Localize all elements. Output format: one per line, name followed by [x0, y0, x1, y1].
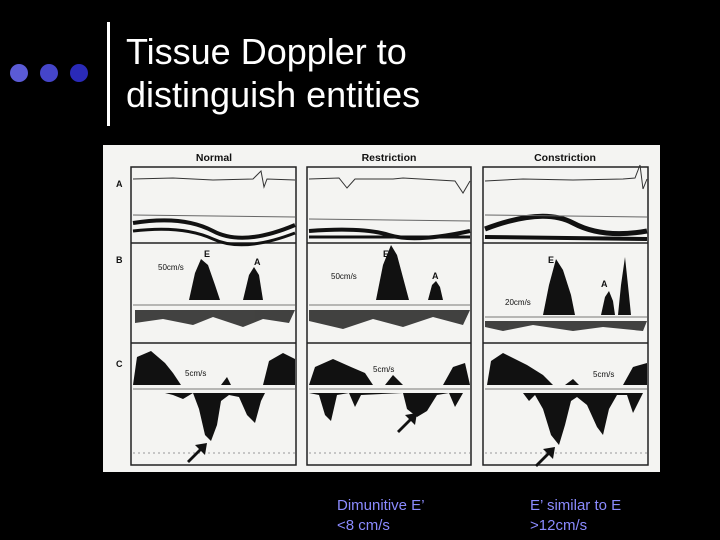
wave-e-constriction: E [548, 255, 555, 265]
row-label-a: A [116, 179, 123, 189]
caption-restriction [337, 496, 425, 536]
caption-constriction [530, 496, 621, 536]
caption-restriction-line-1: Dimunitive E’ [337, 497, 425, 514]
title-divider [107, 22, 110, 126]
arrow-icon [397, 413, 417, 433]
col-header-normal: Normal [195, 152, 233, 164]
row-c-scale-restriction: 5cm/s [373, 365, 395, 374]
caption-constriction-line-1: E’ similar to E [530, 497, 622, 514]
row-label-b: B [116, 255, 123, 265]
dot-icon [70, 64, 88, 82]
row-label-c: C [116, 359, 123, 369]
slide-title [126, 30, 686, 116]
row-b-scale-normal: 50cm/s [158, 263, 184, 272]
wave-a-constriction: A [601, 279, 608, 289]
row-b-scale-constriction: 20cm/s [505, 298, 531, 307]
dot-icon [40, 64, 58, 82]
wave-e-normal: E [204, 249, 211, 259]
doppler-figure-graphic [103, 145, 660, 472]
caption-restriction-line-2: <8 cm/s [337, 517, 390, 534]
dot-icon [10, 64, 28, 82]
col-header-constriction: Constriction [534, 152, 596, 164]
arrow-icon [535, 447, 555, 467]
row-c-scale-normal: 5cm/s [185, 369, 207, 378]
wave-a-normal: A [254, 257, 261, 267]
wave-a-restriction: A [432, 271, 439, 281]
col-header-restriction: Restriction [361, 152, 417, 164]
row-b-scale-restriction: 50cm/s [331, 272, 357, 281]
slide-title-line-2: distinguish entities [126, 74, 421, 115]
doppler-figure [103, 145, 660, 472]
row-c-scale-constriction: 5cm/s [593, 370, 615, 379]
caption-constriction-line-2: >12cm/s [530, 517, 588, 534]
slide-title-line-1: Tissue Doppler to [126, 31, 407, 72]
wave-e-restriction: E [383, 249, 390, 259]
